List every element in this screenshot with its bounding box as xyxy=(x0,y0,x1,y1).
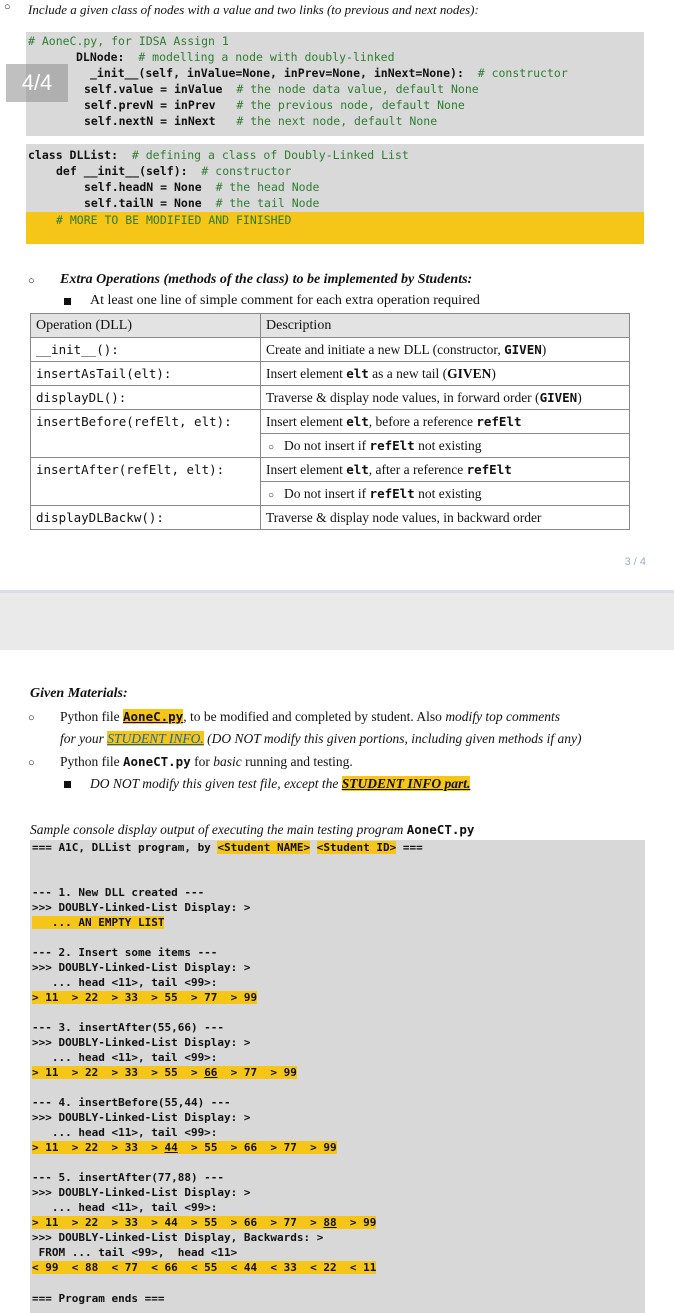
desc-cell: ○ Do not insert if refElt not existing xyxy=(261,482,630,506)
page-number: 3 / 4 xyxy=(624,556,646,568)
hollow-bullet-icon: ○ xyxy=(268,489,275,501)
code-line: # MORE TO BE MODIFIED AND FINISHED xyxy=(56,213,292,227)
console-line: === A1C, DLList program, by <Student NAME> <Student ID> === xyxy=(32,841,423,854)
code-line: self.value = inValue # the node data value, default None xyxy=(84,82,479,96)
given-item-1: Python file AoneC.py, to be modified and completed by student. Also modify top comments xyxy=(60,709,561,724)
code-line: self.tailN = None # the tail Node xyxy=(84,196,320,210)
hollow-bullet-icon: ○ xyxy=(268,441,275,453)
table-row xyxy=(31,482,630,506)
console-line: > 11 > 22 > 33 > 55 > 77 > 99 xyxy=(32,991,258,1004)
desc-cell: Insert element elt, before a reference refElt xyxy=(261,410,630,434)
hollow-bullet-icon: ○ xyxy=(28,712,35,724)
code-line: self.nextN = inNext # the next node, default None xyxy=(84,114,438,128)
code-line: # AoneC.py, for IDSA Assign 1 xyxy=(28,34,229,48)
console-line: > 11 > 22 > 33 > 44 > 55 > 66 > 77 > 88 > 99 xyxy=(32,1216,377,1229)
table-row xyxy=(31,410,630,434)
desc-cell: Traverse & display node values, in forward order (GIVEN) xyxy=(261,386,630,410)
desc-cell: Insert element elt as a new tail (GIVEN) xyxy=(261,362,630,386)
table-row xyxy=(31,506,630,530)
desc-cell: Insert element elt, after a reference refElt xyxy=(261,458,630,482)
op-cell: displayDLBackw(): xyxy=(31,506,261,530)
console-line: --- 1. New DLL created --- xyxy=(32,886,205,899)
console-line: ... head <11>, tail <99>: xyxy=(32,1201,218,1214)
console-line: >>> DOUBLY-Linked-List Display, Backwards: > xyxy=(32,1231,324,1244)
code-line: DLNode: # modelling a node with doubly-linked xyxy=(76,50,395,64)
hollow-bullet-icon: ○ xyxy=(4,1,11,13)
code-block-dllist xyxy=(26,144,644,244)
header-operation: Operation (DLL) xyxy=(31,314,261,338)
table-row xyxy=(31,458,630,482)
top-instruction-line: Include a given class of nodes with a value and two links (to previous and next nodes): xyxy=(28,2,479,17)
document-page-2 xyxy=(0,658,650,1313)
header-description: Description xyxy=(261,314,630,338)
console-line: ... head <11>, tail <99>: xyxy=(32,976,218,989)
given-materials-heading: Given Materials: xyxy=(30,686,128,701)
console-line: --- 3. insertAfter(55,66) --- xyxy=(32,1021,225,1034)
code-block-dlnode xyxy=(26,32,644,136)
code-line: _init__(self, inValue=None, inPrev=None, inNext=None): # constructor xyxy=(90,66,568,80)
page-indicator-badge: 4/4 xyxy=(6,64,68,102)
desc-cell: Traverse & display node values, in backward order xyxy=(261,506,630,530)
sample-caption: Sample console display output of executing the main testing program AoneCT.py xyxy=(30,822,475,837)
extra-ops-heading: Extra Operations (methods of the class) to be implemented by Students: xyxy=(60,272,473,287)
console-line: FROM ... tail <99>, head <11> xyxy=(32,1246,238,1259)
square-bullet-icon xyxy=(64,298,71,305)
console-line: < 99 < 88 < 77 < 66 < 55 < 44 < 33 < 22 < 11 xyxy=(32,1261,377,1274)
console-line: > 11 > 22 > 33 > 55 > 66 > 77 > 99 xyxy=(32,1066,297,1079)
op-cell xyxy=(31,434,261,458)
table-row xyxy=(31,338,630,362)
op-cell: displayDL(): xyxy=(31,386,261,410)
code-line: self.headN = None # the head Node xyxy=(84,180,320,194)
op-cell: insertAfter(refElt, elt): xyxy=(31,458,261,482)
page-gap-edge xyxy=(0,590,674,593)
console-line: --- 5. insertAfter(77,88) --- xyxy=(32,1171,225,1184)
console-line: >>> DOUBLY-Linked-List Display: > xyxy=(32,961,251,974)
console-line: --- 4. insertBefore(55,44) --- xyxy=(32,1096,231,1109)
op-cell: insertBefore(refElt, elt): xyxy=(31,410,261,434)
document-page-1 xyxy=(0,0,650,524)
given-item-1-cont: for your STUDENT INFO. (DO NOT modify this given portions, including given methods if any) xyxy=(60,731,582,746)
console-line: === Program ends === xyxy=(32,1292,165,1305)
console-line: >>> DOUBLY-Linked-List Display: > xyxy=(32,1186,251,1199)
square-bullet-icon xyxy=(64,781,71,788)
console-line: >>> DOUBLY-Linked-List Display: > xyxy=(32,1111,251,1124)
operations-table xyxy=(30,313,630,530)
code-line: def __init__(self): # constructor xyxy=(56,164,292,178)
op-cell xyxy=(31,482,261,506)
op-cell: insertAsTail(elt): xyxy=(31,362,261,386)
highlight-bar xyxy=(26,212,644,244)
console-output xyxy=(30,840,645,1313)
code-line: class DLList: # defining a class of Doubly-Linked List xyxy=(28,148,409,162)
given-item-3: DO NOT modify this given test file, except the STUDENT INFO part. xyxy=(90,776,471,791)
console-line: >>> DOUBLY-Linked-List Display: > xyxy=(32,901,251,914)
desc-cell: Create and initiate a new DLL (constructor, GIVEN) xyxy=(261,338,630,362)
page-gap xyxy=(0,590,674,650)
console-line: ... head <11>, tail <99>: xyxy=(32,1051,218,1064)
hollow-bullet-icon: ○ xyxy=(28,275,35,287)
console-line: ... head <11>, tail <99>: xyxy=(32,1126,218,1139)
hollow-bullet-icon: ○ xyxy=(28,757,35,769)
op-cell: __init__(): xyxy=(31,338,261,362)
table-row xyxy=(31,434,630,458)
console-line: >>> DOUBLY-Linked-List Display: > xyxy=(32,1036,251,1049)
table-row xyxy=(31,386,630,410)
desc-cell: ○ Do not insert if refElt not existing xyxy=(261,434,630,458)
extra-ops-note: At least one line of simple comment for each extra operation required xyxy=(90,293,480,308)
console-line: --- 2. Insert some items --- xyxy=(32,946,218,959)
given-item-2: Python file AoneCT.py for basic running and testing. xyxy=(60,754,353,769)
table-header-row xyxy=(31,314,630,338)
code-line: self.prevN = inPrev # the previous node, default None xyxy=(84,98,465,112)
console-line: ... AN EMPTY LIST xyxy=(32,916,165,929)
console-line: > 11 > 22 > 33 > 44 > 55 > 66 > 77 > 99 xyxy=(32,1141,337,1154)
table-row xyxy=(31,362,630,386)
